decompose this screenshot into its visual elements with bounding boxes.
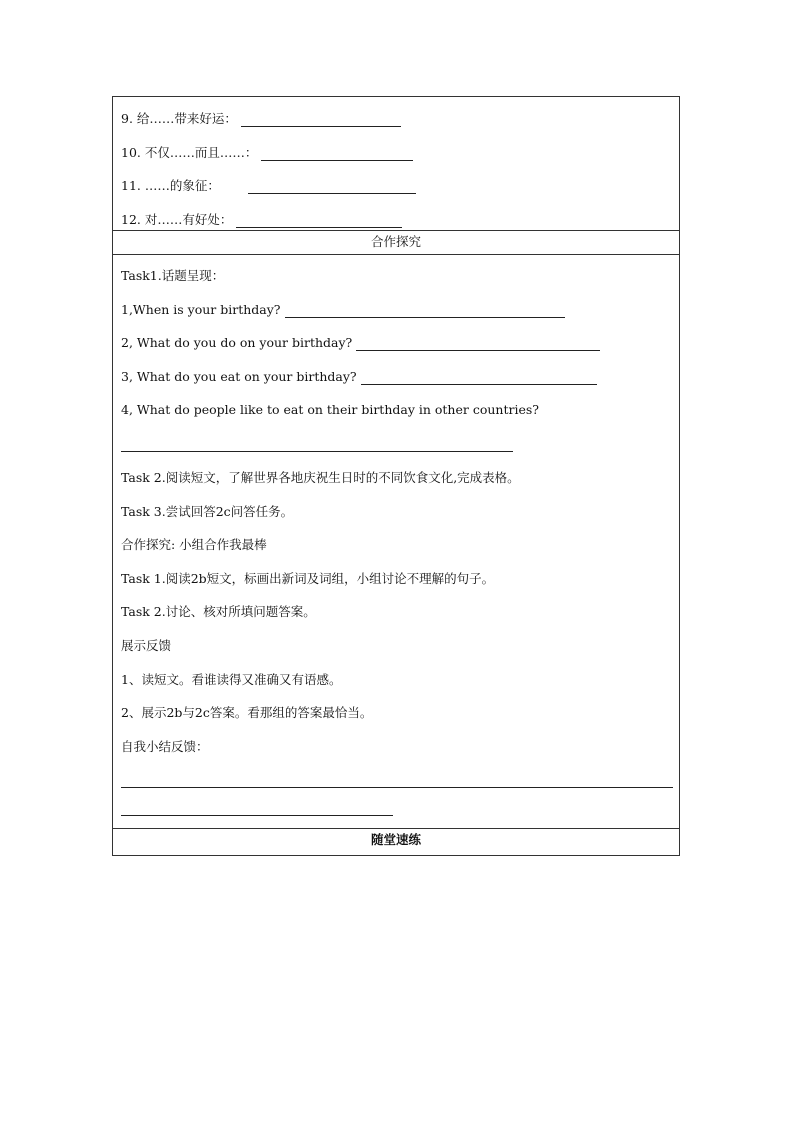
task3-text: Task 3.尝试回答2c问答任务。 bbox=[121, 504, 294, 519]
table-divider bbox=[113, 254, 679, 255]
self-summary-label: 自我小结反馈： bbox=[121, 739, 209, 754]
vocab-item-9 bbox=[121, 111, 401, 127]
table-divider bbox=[113, 828, 679, 829]
question-2 bbox=[121, 335, 600, 351]
vocab-item-10 bbox=[121, 145, 413, 161]
vocab-item-label: 12. 对……有好处： bbox=[121, 212, 233, 227]
answer-line[interactable] bbox=[121, 815, 393, 816]
answer-blank[interactable] bbox=[361, 372, 597, 385]
question-4: 4, What do people like to eat on their birthday in other countries? bbox=[121, 402, 539, 417]
vocab-item-12 bbox=[121, 212, 402, 228]
question-1 bbox=[121, 302, 565, 318]
vocab-item-label: 9. 给……带来好运： bbox=[121, 111, 237, 126]
group-title: 合作探究: 小组合作我最棒 bbox=[121, 537, 267, 552]
section-header-practice: 随堂速练 bbox=[370, 832, 421, 847]
answer-blank[interactable] bbox=[241, 114, 401, 127]
group-task1: Task 1.阅读2b短文，标画出新词及词组，小组讨论不理解的句子。 bbox=[121, 571, 495, 586]
answer-blank[interactable] bbox=[261, 148, 413, 161]
feedback-item-1: 1、读短文。看谁读得又准确又有语感。 bbox=[121, 672, 342, 687]
feedback-title: 展示反馈 bbox=[121, 638, 172, 653]
answer-blank[interactable] bbox=[356, 338, 600, 351]
table-divider bbox=[113, 230, 679, 231]
feedback-item-2: 2、展示2b与2c答案。看那组的答案最恰当。 bbox=[121, 705, 373, 720]
question-text: 3, What do you eat on your birthday? bbox=[121, 369, 357, 384]
answer-line[interactable] bbox=[121, 451, 513, 452]
vocab-item-label: 11. ……的象征： bbox=[121, 178, 220, 193]
question-text: 1,When is your birthday? bbox=[121, 302, 281, 317]
task2-text: Task 2.阅读短文，了解世界各地庆祝生日时的不同饮食文化,完成表格。 bbox=[121, 470, 520, 485]
worksheet-table bbox=[112, 96, 680, 856]
group-task2: Task 2.讨论、核对所填问题答案。 bbox=[121, 604, 316, 619]
answer-blank[interactable] bbox=[236, 215, 402, 228]
section-header-cooperate: 合作探究 bbox=[370, 234, 421, 249]
answer-blank[interactable] bbox=[248, 181, 416, 194]
vocab-item-label: 10. 不仅……而且……： bbox=[121, 145, 258, 160]
task1-title: Task1.话题呈现： bbox=[121, 268, 225, 283]
question-text: 2, What do you do on your birthday? bbox=[121, 335, 353, 350]
answer-line[interactable] bbox=[121, 787, 673, 788]
answer-blank[interactable] bbox=[285, 305, 565, 318]
question-3 bbox=[121, 369, 597, 385]
vocab-item-11 bbox=[121, 178, 416, 194]
